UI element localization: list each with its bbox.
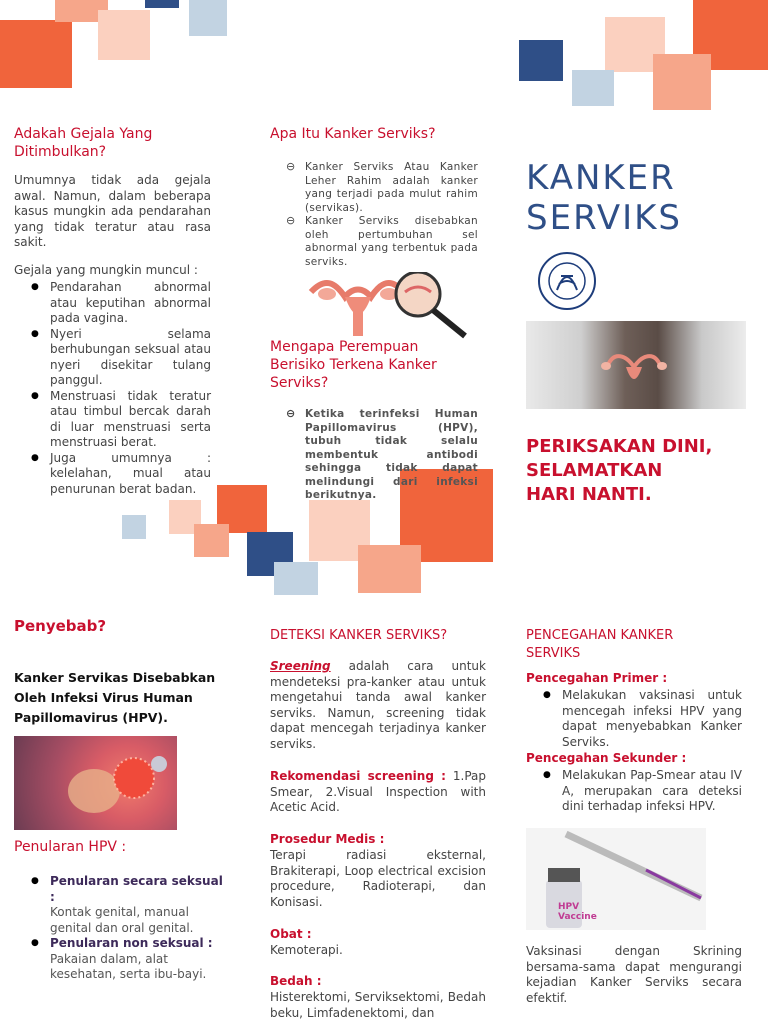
cover-title	[526, 158, 756, 238]
mengapa-heading: Mengapa Perempuan Berisiko Terkena Kanker Serviks?	[270, 339, 437, 391]
uterus-magnifier-illustration	[305, 272, 475, 340]
prosedur-label: Prosedur Medis :	[270, 832, 385, 846]
obat-label: Obat :	[270, 927, 312, 941]
hpv-vaccine-photo	[526, 828, 706, 930]
list-item: ● Melakukan vaksinasi untuk mencegah infeksi HPV yang dapat menyebabkan Kanker Serviks.	[526, 688, 742, 750]
sekunder-list	[526, 768, 742, 815]
cover-title-line2: SERVIKS	[526, 198, 682, 238]
penyebab-heading: Penyebab?	[14, 617, 107, 635]
vial-label-line2: Vaccine	[558, 912, 597, 922]
list-item: ● Pendarahan abnormal atau keputihan abnormal pada vagina.	[14, 280, 211, 327]
decor-square	[194, 524, 229, 557]
apa-itu-heading: Apa Itu Kanker Serviks?	[270, 126, 436, 142]
list-item: ⊖ Kanker Serviks disebabkan oleh pertumbuhan sel abnormal yang terbentuk pada serviks.	[270, 215, 478, 269]
list-item	[14, 874, 229, 936]
deteksi-sreening-paragraph	[270, 659, 486, 752]
prosedur-text: Terapi radiasi eksternal, Brakiterapi, Loop electrical excision procedure, Radioterapi, dan Konisasi.	[270, 848, 486, 909]
cover-title-line1: KANKER	[526, 158, 676, 198]
deteksi-heading: DETEKSI KANKER SERVIKS?	[270, 628, 448, 643]
list-item: ● Nyeri selama berhubungan seksual atau nyeri disekitar tulang panggul.	[14, 327, 211, 389]
sreening-word: Sreening	[270, 659, 331, 673]
decor-square	[145, 0, 179, 8]
penularan-item-title: ● Penularan secara seksual :	[50, 874, 223, 904]
mengapa-list	[270, 408, 478, 503]
list-item: ⊖ Kanker Serviks Atau Kanker Leher Rahim adalah kanker yang terjadi pada mulut rahim (servikas).	[270, 161, 478, 215]
cover-slogan: PERIKSAKAN DINI, SELAMATKAN HARI NANTI.	[526, 436, 713, 505]
decor-square	[358, 545, 421, 593]
rekomendasi-paragraph	[270, 769, 486, 816]
pencegahan-heading: PENCEGAHAN KANKER SERVIKS	[526, 628, 674, 661]
rekomendasi-text: 1.Pap Smear, 2.Visual Inspection with Acetic Acid.	[270, 769, 486, 814]
penularan-item-desc: Kontak genital, manual genital dan oral genital.	[50, 905, 194, 935]
sreening-text: adalah cara untuk mendeteksi pra-kanker atau untuk mengetahui tanda awal kanker serviks. Namun, screening tidak dapat mencegah terjadinya kanker serviks.	[270, 659, 486, 751]
bedah-label: Bedah :	[270, 974, 322, 988]
rekomendasi-label: Rekomendasi screening :	[270, 769, 446, 783]
penyebab-text: Kanker Servikas Disebabkan Oleh Infeksi Virus Human Papillomavirus (HPV).	[14, 670, 216, 725]
obat-text: Kemoterapi.	[270, 943, 343, 957]
decor-square	[0, 20, 72, 88]
woman-uterus-photo	[526, 321, 746, 409]
vial-label	[558, 902, 597, 922]
sekunder-label: Pencegahan Sekunder :	[526, 751, 687, 765]
primer-label: Pencegahan Primer :	[526, 671, 668, 685]
gejala-intro: Umumnya tidak ada gejala awal. Namun, dalam beberapa kasus mungkin ada pendarahan yang tidak teratur atau rasa sakit.	[14, 173, 211, 249]
decor-square	[274, 562, 318, 595]
list-item: ⊖ Ketika terinfeksi Human Papillomavirus (HPV), tubuh tidak selalu membentuk antibodi sehingga tidak dapat melindungi dari infeksi berikutnya.	[270, 408, 478, 503]
decor-square	[519, 40, 563, 81]
bedah-text: Histerektomi, Serviksektomi, Bedah beku, Limfadenektomi, dan	[270, 990, 486, 1020]
gejala-list	[14, 280, 211, 497]
gejala-list-intro: Gejala yang mungkin muncul :	[14, 263, 198, 277]
penularan-heading: Penularan HPV :	[14, 839, 127, 855]
primer-list	[526, 688, 742, 750]
penularan-item-desc: Pakaian dalam, alat kesehatan, serta ibu-bayi.	[50, 951, 207, 981]
list-item: ● Melakukan Pap-Smear atau IV A, merupakan cara deteksi dini terhadap infeksi HPV.	[526, 768, 742, 815]
list-item	[14, 936, 229, 983]
decor-square	[572, 70, 614, 106]
list-item: ● Juga umumnya : kelelahan, mual atau penurunan berat badan.	[14, 451, 211, 498]
vial-label-line1: HPV	[558, 902, 580, 912]
decor-square	[189, 0, 227, 36]
pencegahan-closing: Vaksinasi dengan Skrining bersama-sama dapat mengurangi kejadian Kanker Serviks secara efektif.	[526, 944, 742, 1005]
penularan-list	[14, 874, 229, 983]
decor-square	[653, 54, 711, 110]
decor-square	[122, 515, 146, 539]
list-item: ● Menstruasi tidak teratur atau timbul bercak darah di luar menstruasi serta menstruasi berat.	[14, 389, 211, 451]
decor-square	[98, 10, 150, 60]
gejala-heading: Adakah Gejala Yang Ditimbulkan?	[14, 126, 153, 160]
university-logo	[529, 250, 605, 312]
apa-itu-list	[270, 161, 478, 269]
hpv-virus-photo	[14, 736, 177, 830]
penularan-item-title: ● Penularan non seksual :	[50, 936, 213, 950]
